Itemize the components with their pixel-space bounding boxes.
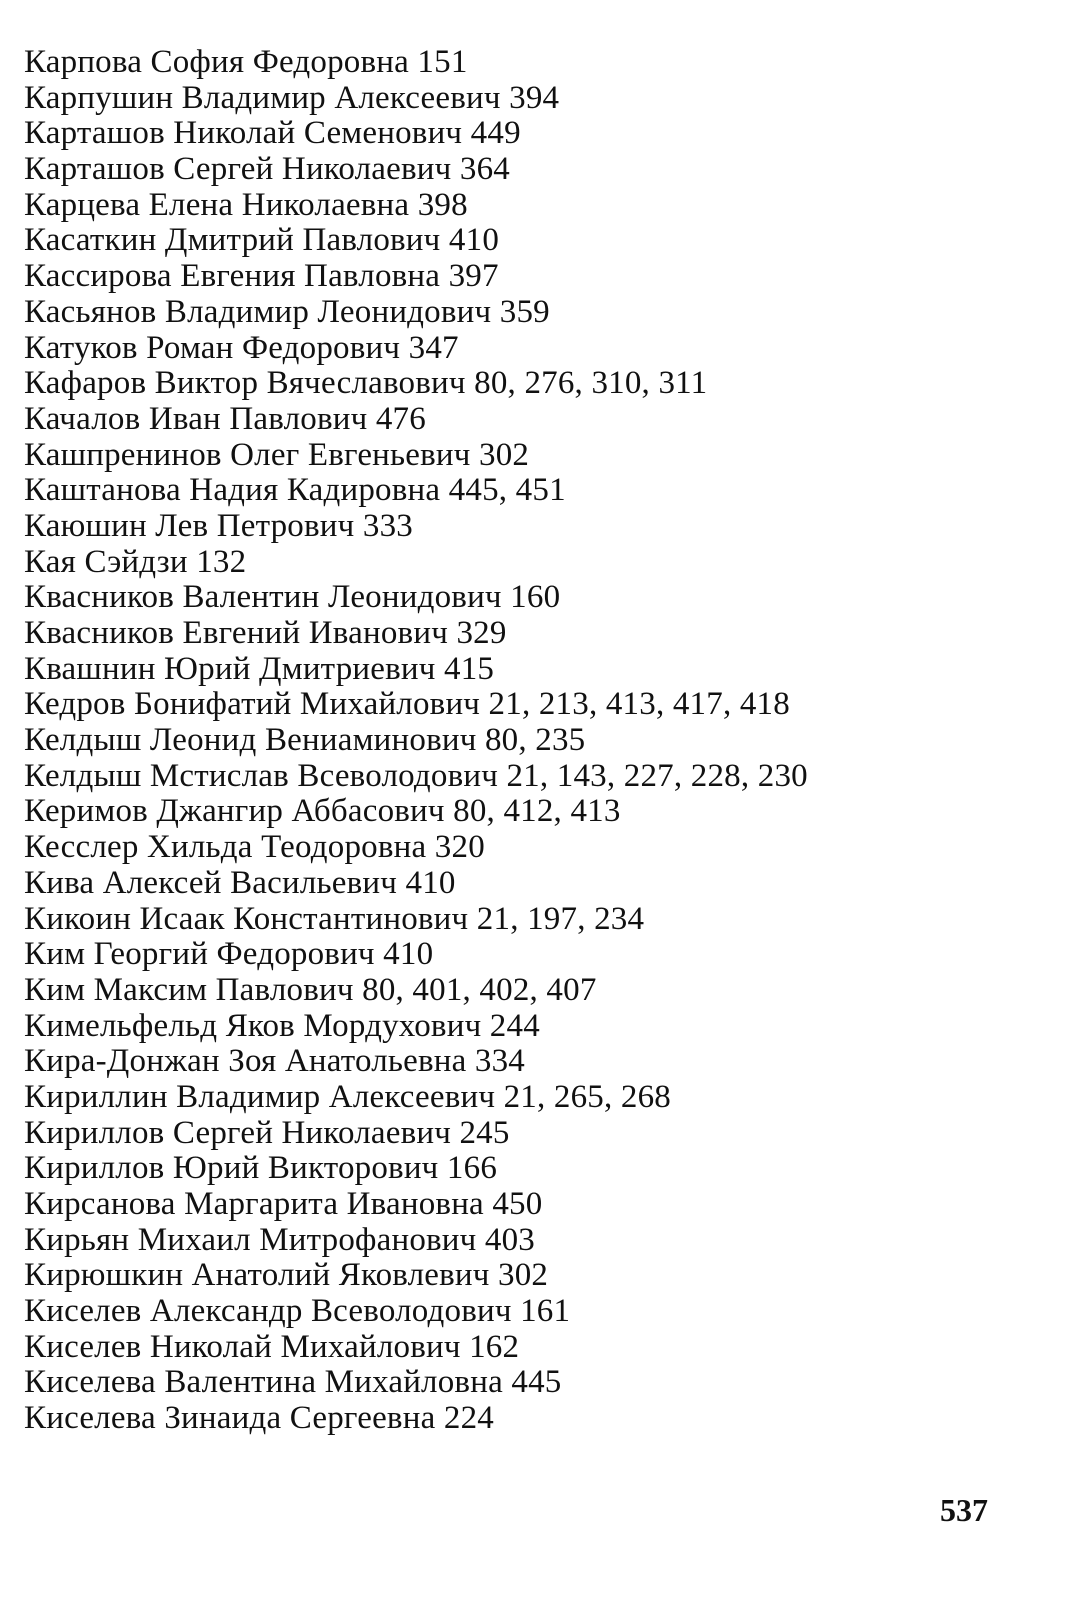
index-entry: Кирюшкин Анатолий Яковлевич 302 — [24, 1257, 549, 1294]
index-entry: Кирьян Михаил Митрофанович 403 — [24, 1221, 536, 1258]
index-entry: Кириллов Юрий Викторович 166 — [24, 1150, 498, 1187]
index-entry: Кириллин Владимир Алексеевич 21, 265, 268 — [24, 1078, 671, 1115]
index-entry: Каюшин Лев Петрович 333 — [24, 507, 413, 544]
index-entry: Кашпренинов Олег Евгеньевич 302 — [24, 436, 530, 473]
index-entry: Киселева Зинаида Сергеевна 224 — [24, 1400, 494, 1437]
index-entry: Келдыш Мстислав Всеволодович 21, 143, 227, 228, 230 — [24, 757, 808, 794]
index-entry: Квасников Валентин Леонидович 160 — [24, 579, 561, 616]
index-entry: Киселев Николай Михайлович 162 — [24, 1328, 520, 1365]
index-entry: Карташов Николай Семенович 449 — [24, 115, 521, 152]
index-entry: Кафаров Виктор Вячеславович 80, 276, 310, 311 — [24, 365, 708, 402]
index-entry: Карпова София Федоровна 151 — [24, 44, 468, 80]
index-entry: Кассирова Евгения Павловна 397 — [24, 258, 499, 295]
index-entry: Кира-Донжан Зоя Анатольевна 334 — [24, 1043, 526, 1080]
index-entry: Квасников Евгений Иванович 329 — [24, 615, 507, 651]
index-entry: Каштанова Надия Кадировна 445, 451 — [24, 472, 566, 509]
name-index-list — [24, 45, 808, 1437]
index-entry: Киселева Валентина Михайловна 445 — [24, 1364, 562, 1401]
index-entry: Кикоин Исаак Константинович 21, 197, 234 — [24, 900, 645, 937]
index-entry: Квашнин Юрий Дмитриевич 415 — [24, 650, 495, 687]
index-entry: Ким Георгий Федорович 410 — [24, 936, 434, 973]
index-entry: Керимов Джангир Аббасович 80, 412, 413 — [24, 793, 621, 830]
index-entry: Кириллов Сергей Николаевич 245 — [24, 1114, 510, 1151]
index-entry: Келдыш Леонид Вениаминович 80, 235 — [24, 722, 586, 759]
index-entry: Кедров Бонифатий Михайлович 21, 213, 413, 417, 418 — [24, 686, 790, 723]
index-entry: Кесслер Хильда Теодоровна 320 — [24, 829, 485, 866]
index-entry: Карцева Елена Николаевна 398 — [24, 186, 468, 223]
index-entry: Катуков Роман Федорович 347 — [24, 329, 459, 366]
index-entry: Кая Сэйдзи 132 — [24, 543, 247, 580]
index-entry: Кива Алексей Васильевич 410 — [24, 864, 456, 901]
index-entry: Касьянов Владимир Леонидович 359 — [24, 293, 550, 330]
index-entry: Киселев Александр Всеволодович 161 — [24, 1293, 571, 1330]
index-entry: Карташов Сергей Николаевич 364 — [24, 151, 510, 188]
page-number: 537 — [940, 1492, 988, 1528]
index-entry: Ким Максим Павлович 80, 401, 402, 407 — [24, 971, 597, 1008]
index-entry: Касаткин Дмитрий Павлович 410 — [24, 222, 500, 259]
index-entry: Карпушин Владимир Алексеевич 394 — [24, 79, 560, 116]
index-entry: Кирсанова Маргарита Ивановна 450 — [24, 1186, 543, 1222]
index-entry: Качалов Иван Павлович 476 — [24, 400, 426, 437]
index-entry: Кимельфельд Яков Мордухович 244 — [24, 1007, 540, 1044]
